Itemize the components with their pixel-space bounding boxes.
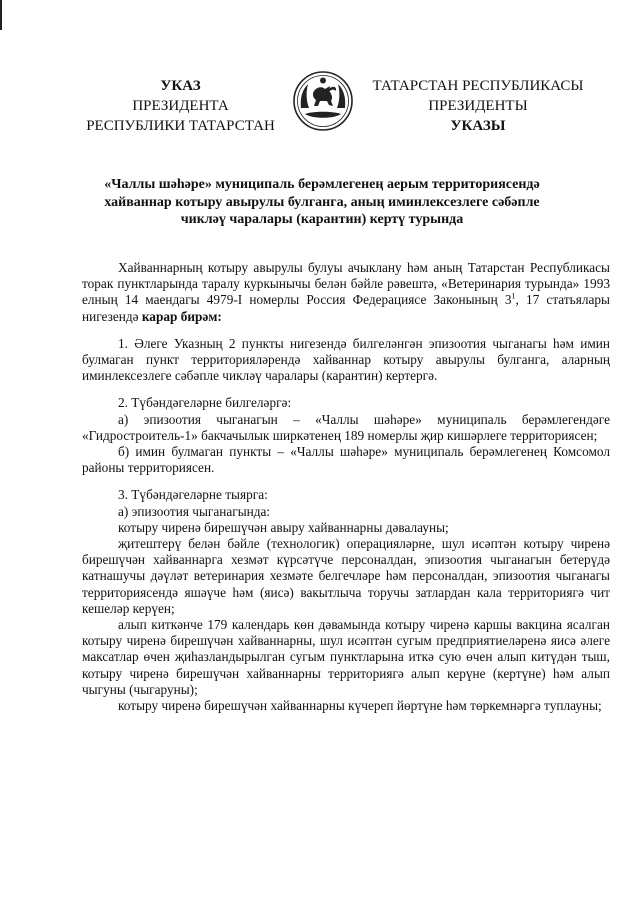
title-line-1: «Чаллы шәһәре» муниципаль берәмлегенең аерым территориясендә [104, 177, 540, 192]
header-left-line-2: ПРЕЗИДЕНТА [132, 98, 229, 114]
scan-edge-mark [0, 0, 2, 30]
header-right-line-2: ПРЕЗИДЕНТЫ [428, 98, 528, 114]
preamble-paragraph [82, 260, 610, 325]
item-3a: а) эпизоотия чыганагында: [118, 503, 271, 519]
preamble-decision: карар бирәм: [141, 308, 222, 324]
title-line-2: хайваннар котыру авырулы булганга, аның иминлексезлеге сәбәпле [104, 194, 540, 210]
preamble-text: Хайваннарның котыру авырулы булуы ачыклану һәм аның Татарстан Республикасы торак пунктларында таралу куркынычы белән бәйле рәвештә, «Ветеринария турында» 1993 елның 14 маендагы 4979-I номерлы Россия Федерациясе Законының 3 [82, 260, 610, 308]
item-2-heading: 2. Түбәндәгеләрне билгеләргә: [118, 395, 292, 411]
item-3a-1: котыру чиренә бирешүчән авыру хайваннарны дәвалауны; [118, 519, 449, 535]
coat-of-arms-icon [292, 70, 354, 132]
header-right-tatar [358, 76, 598, 136]
decree-body [82, 260, 610, 714]
preamble-superscript: 1 [511, 291, 516, 301]
item-3a-3: алып киткәнче 179 календарь көн дәвамында котыру чиренә каршы вакцина ясалган котыру чиренә бирешүчән хайваннарны, шул исәптән сугым предприятиеләренә яисә әлеге максатлар өчен җиһазландырылган сугым пунктларына иткә сую өчен алып китүдән тыш, котыру чиренә бирешүчән хайваннарны территориягә алып керүне (кертүне) һәм алып чыгуны (чыгаруны); [82, 617, 610, 697]
item-3a-4: котыру чиренә бирешүчән хайваннарны күчереп йөртүне һәм төркемнәргә туплауны; [118, 698, 602, 714]
header-right-line-3: УКАЗЫ [450, 118, 506, 134]
title-line-3: чикләү чаралары (карантин) кертү турында [180, 212, 464, 227]
item-2a: а) эпизоотия чыганагын – «Чаллы шәһәре» муниципаль берәмлегендәге «Гидростроитель-1» бакчачылык ширкәтенең 189 номерлы җир кишәрлеге территориясен; [82, 411, 610, 443]
item-2b: б) имин булмаган пункты – «Чаллы шәһәре» муниципаль берәмлегенең Комсомол районы территориясен. [82, 444, 610, 476]
item-3a-2: җитештерү белән бәйле (технологик) операцияләрне, шул исәптән котыру чиренә бирешүчән хайваннарга хезмәт күрсәтүче персоналдан, эпизоотия чыганагын бетерүдә катнашучы дәүләт ветеринария хезмәте белгечләре һәм персоналдан, эпизоотия чыганагы территориясендә яшәүче һәм (яисә) вакытлыча торучы затлардан кала территориягә чит кешеләр керүен; [82, 536, 610, 616]
item-1: 1. Әлеге Указның 2 пункты нигезендә билгеләнгән эпизоотия чыганагы һәм имин булмаган пункт территорияләрендә хайваннар котыру авырулы булганга, аларның иминлексезлеге сәбәпле чикләү чаралары (карантин) кертергә. [82, 335, 610, 384]
item-3-heading: 3. Түбәндәгеләрне тыярга: [118, 487, 268, 503]
preamble-text-after: , 17 статьялары нигезендә [82, 292, 610, 324]
header-left-russian [68, 76, 293, 136]
decree-title [60, 176, 584, 229]
document-header [0, 70, 640, 140]
header-right-line-1: ТАТАРСТАН РЕСПУБЛИКАСЫ [372, 78, 584, 94]
header-left-line-1: УКАЗ [160, 78, 201, 94]
header-left-line-3: РЕСПУБЛИКИ ТАТАРСТАН [86, 118, 275, 134]
